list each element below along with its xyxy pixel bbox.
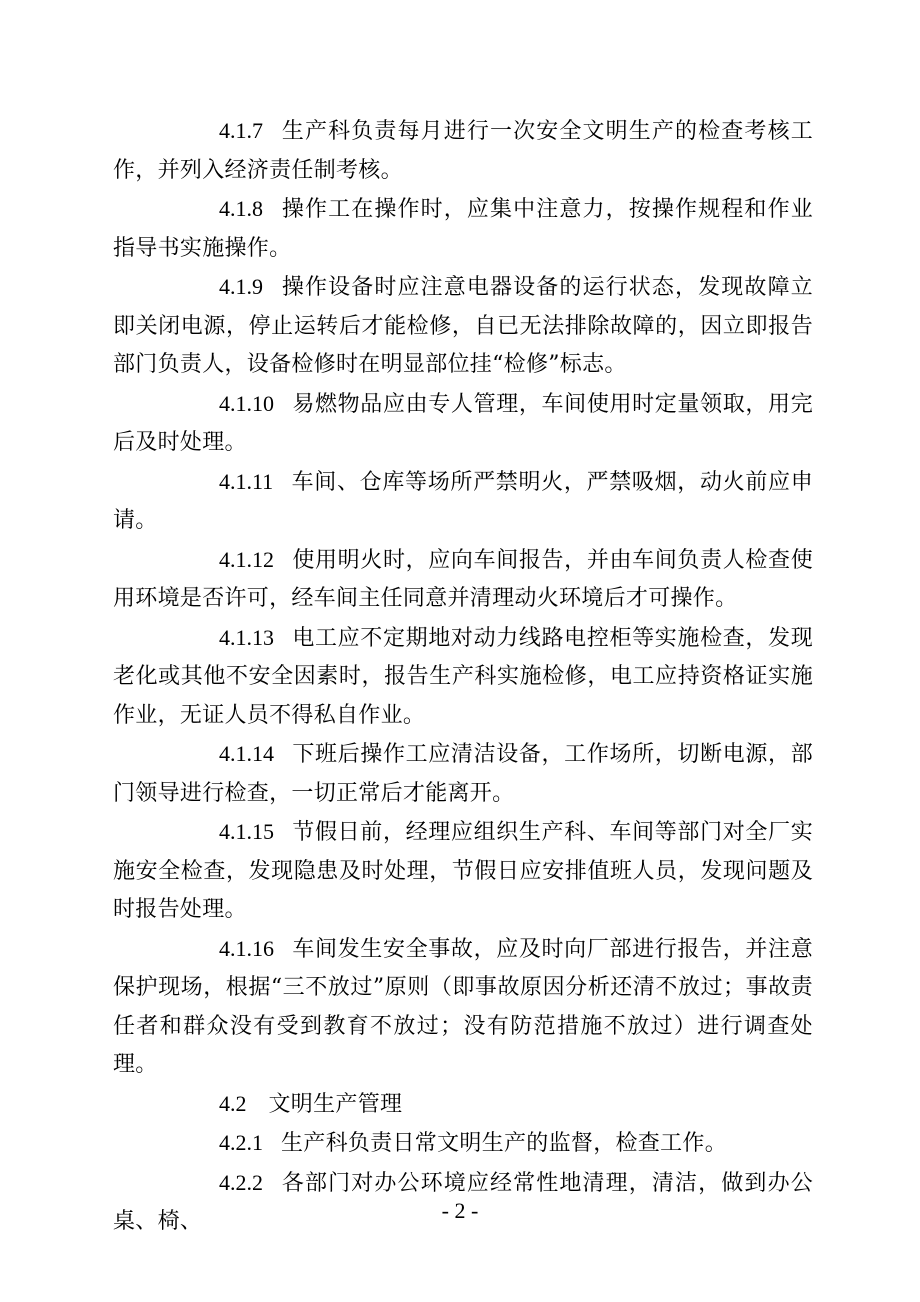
section-heading-4-2	[113, 1085, 813, 1125]
clause-text: 生产科负责日常文明生产的监督，检查工作。	[281, 1131, 728, 1156]
section-title: 文明生产管理	[268, 1091, 403, 1117]
clause-4-1-15	[113, 813, 813, 930]
clause-text: 操作工在操作时，应集中注意力，按操作规程和作业指导书实施操作。	[113, 197, 813, 261]
clause-text: 节假日前，经理应组织生产科、车间等部门对全厂实施安全检查，发现隐患及时处理，节假日应安排值班人员，发现问题及时报告处理。	[113, 820, 813, 922]
clause-number: 4.2.1	[219, 1130, 263, 1155]
clause-number: 4.1.13	[219, 624, 274, 650]
clause-4-1-12	[113, 541, 813, 619]
clause-text: 车间、仓库等场所严禁明火，严禁吸烟，动火前应申请。	[113, 469, 813, 533]
clause-text: 使用明火时，应向车间报告，并由车间负责人检查使用环境是否许可，经车间主任同意并清理动火环境后才可操作。	[113, 547, 813, 611]
section-number: 4.2	[219, 1090, 247, 1116]
clause-number: 4.1.16	[219, 935, 274, 961]
clause-text: 下班后操作工应清洁设备，工作场所，切断电源，部门领导进行检查，一切正常后才能离开。	[113, 742, 813, 806]
clause-number: 4.1.8	[219, 196, 263, 221]
clause-number: 4.1.12	[219, 546, 274, 572]
clause-4-1-11	[113, 463, 813, 541]
clause-text: 各部门对办公环境应经常性地清理，清洁，做到办公桌、椅、	[113, 1170, 813, 1234]
clause-number: 4.2.2	[219, 1169, 263, 1195]
clause-text: 易燃物品应由专人管理，车间使用时定量领取，用完后及时处理。	[113, 391, 813, 455]
clause-text: 生产科负责每月进行一次安全文明生产的检查考核工作，并列入经济责任制考核。	[113, 119, 813, 183]
clause-4-1-16	[113, 930, 813, 1085]
clause-text: 电工应不定期地对动力线路电控柜等实施检查，发现老化或其他不安全因素时，报告生产科实施检修，电工应持资格证实施作业，无证人员不得私自作业。	[113, 625, 813, 728]
clause-text: 操作设备时应注意电器设备的运行状态，发现故障立即关闭电源，停止运转后才能检修，自已无法排除故障的，因立即报告部门负责人，设备检修时在明显部位挂“检修”标志。	[113, 275, 813, 377]
clause-text: 车间发生安全事故，应及时向厂部进行报告，并注意保护现场，根据“三不放过”原则（即事故原因分析还清不放过；事故责任者和群众没有受到教育不放过；没有防范措施不放过）进行调查处理。	[113, 936, 813, 1077]
clause-4-1-14	[113, 735, 813, 813]
clause-number: 4.1.10	[219, 390, 274, 416]
clause-4-1-10	[113, 385, 813, 463]
clause-number: 4.1.14	[219, 741, 274, 766]
clause-number: 4.1.7	[219, 118, 263, 143]
document-body	[113, 112, 813, 1242]
clause-number: 4.1.11	[219, 468, 274, 494]
clause-number: 4.1.15	[219, 819, 274, 844]
clause-4-2-1	[113, 1124, 813, 1164]
clause-number: 4.1.9	[219, 274, 263, 299]
clause-4-1-7	[113, 112, 813, 190]
clause-4-1-8	[113, 190, 813, 268]
clause-4-1-9	[113, 268, 813, 385]
clause-4-1-13	[113, 619, 813, 736]
page-number: - 2 -	[441, 1198, 479, 1223]
